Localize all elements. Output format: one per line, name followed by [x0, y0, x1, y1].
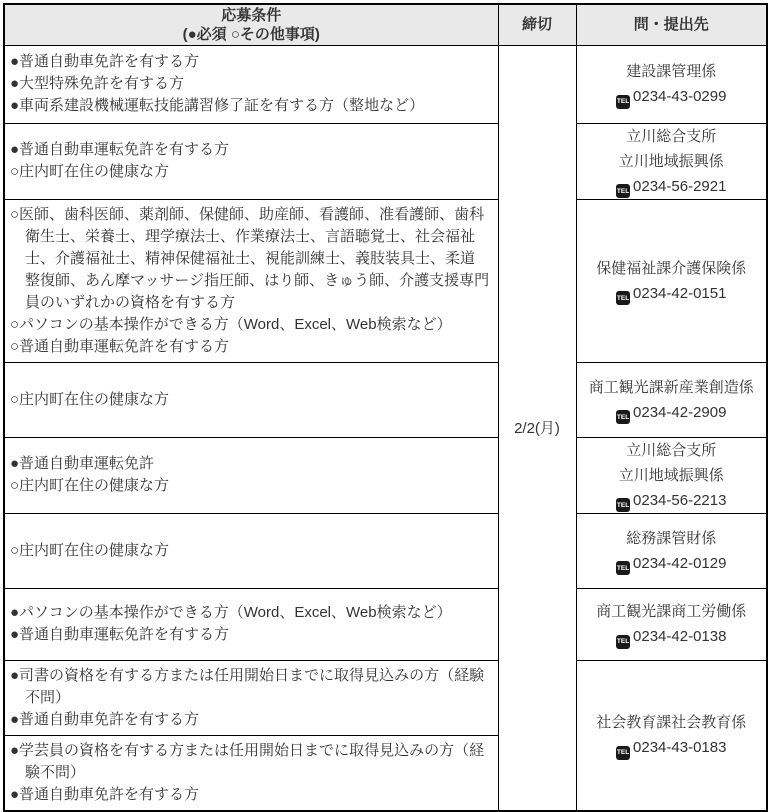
- condition-item: ○庄内町在住の健康な方: [10, 163, 170, 180]
- tel-icon: TEL: [616, 184, 630, 198]
- contact-phone: [577, 400, 767, 425]
- contact-phone: [577, 84, 767, 109]
- tel-icon: TEL: [616, 410, 630, 424]
- phone-number: 0234-43-0183: [633, 739, 727, 756]
- contact-phone: [577, 624, 767, 649]
- condition-item: ○パソコンの基本操作ができる方（Word、Excel、Web検索など）: [10, 315, 452, 333]
- contact-phone: [577, 488, 767, 513]
- table-row: [4, 123, 767, 199]
- tel-icon: TEL: [616, 561, 630, 575]
- conditions-cell: [4, 735, 498, 811]
- phone-number: 0234-42-0151: [633, 284, 727, 302]
- conditions-cell: [4, 513, 498, 588]
- conditions-cell: [4, 437, 498, 513]
- tel-icon: TEL: [616, 291, 630, 305]
- contact-cell: [576, 362, 767, 437]
- phone-number: 0234-56-2921: [633, 177, 727, 195]
- condition-item: ●普通自動車免許を有する方: [10, 53, 200, 70]
- phone-number: 0234-42-0138: [633, 628, 727, 645]
- contact-phone: [577, 281, 767, 306]
- conditions-cell: [4, 660, 498, 735]
- contact-section: 立川地域振興係: [618, 152, 724, 170]
- contact-cell: [576, 199, 767, 362]
- contact-cell: [576, 437, 767, 513]
- tel-icon: TEL: [616, 746, 630, 760]
- condition-item: ○普通自動車運転免許を有する方: [10, 337, 230, 355]
- contact-office: 建設課管理係: [626, 63, 717, 80]
- condition-item: ●普通自動車運転免許を有する方: [10, 141, 230, 158]
- header-contact: 問・提出先: [576, 4, 767, 45]
- contact-office: 商工観光課商工労働係: [596, 603, 747, 620]
- condition-item: ●普通自動車免許を有する方: [10, 785, 200, 803]
- contact-office: 商工観光課新産業創造係: [588, 378, 754, 396]
- conditions-cell: [4, 588, 498, 660]
- recruitment-conditions-table: [3, 3, 768, 812]
- table-row: [4, 437, 767, 513]
- condition-item: ●普通自動車運転免許: [10, 455, 155, 472]
- tel-icon: TEL: [616, 635, 630, 649]
- phone-number: 0234-42-0129: [633, 554, 727, 572]
- tel-icon: TEL: [616, 95, 630, 109]
- table-row: [4, 362, 767, 437]
- contact-cell: [576, 45, 767, 123]
- header-conditions-title: 応募条件: [221, 6, 282, 24]
- contact-cell: [576, 588, 767, 660]
- condition-item: ○庄内町在住の健康な方: [10, 390, 170, 408]
- contact-office: 立川総合支所: [626, 441, 717, 459]
- condition-item: ●大型特殊免許を有する方: [10, 75, 185, 92]
- phone-number: 0234-56-2213: [633, 491, 727, 509]
- table-row: [4, 660, 767, 735]
- header-conditions-subtitle: (●必須 ○その他事項): [182, 25, 320, 43]
- condition-item: ●司書の資格を有する方または任用開始日までに取得見込みの方（経験不問）: [10, 666, 485, 706]
- condition-item: ●車両系建設機械運転技能講習修了証を有する方（整地など）: [10, 97, 425, 114]
- conditions-cell: [4, 362, 498, 437]
- condition-item: ○庄内町在住の健康な方: [10, 477, 170, 494]
- contact-phone: [577, 551, 767, 576]
- contact-office: 保健福祉課介護保険係: [596, 259, 747, 277]
- contact-cell: [576, 660, 767, 811]
- conditions-cell: [4, 45, 498, 123]
- condition-item: ●学芸員の資格を有する方または任用開始日までに取得見込みの方（経験不問）: [10, 741, 485, 781]
- header-conditions: [4, 4, 498, 45]
- phone-number: 0234-42-2909: [633, 403, 727, 421]
- table-row: [4, 513, 767, 588]
- conditions-cell: [4, 123, 498, 199]
- condition-item: ●普通自動車運転免許を有する方: [10, 626, 230, 643]
- table-row: [4, 588, 767, 660]
- contact-office: 社会教育課社会教育係: [596, 714, 747, 731]
- condition-item: ●普通自動車免許を有する方: [10, 710, 200, 728]
- contact-cell: [576, 123, 767, 199]
- table-row: [4, 199, 767, 362]
- contact-phone: [577, 174, 767, 199]
- condition-item: ●パソコンの基本操作ができる方（Word、Excel、Web検索など）: [10, 604, 452, 621]
- conditions-cell: [4, 199, 498, 362]
- tel-icon: TEL: [616, 498, 630, 512]
- header-deadline: 締切: [498, 4, 576, 45]
- contact-office: 総務課管財係: [626, 529, 717, 547]
- contact-office: 立川総合支所: [626, 127, 717, 145]
- condition-item: ○庄内町在住の健康な方: [10, 541, 170, 559]
- contact-phone: [577, 735, 767, 760]
- table-row: [4, 45, 767, 123]
- contact-section: 立川地域振興係: [618, 466, 724, 484]
- deadline-cell: 2/2(月): [498, 45, 576, 811]
- condition-item: ○医師、歯科医師、薬剤師、保健師、助産師、看護師、准看護師、歯科衛生士、栄養士、理学療法士、作業療法士、言語聴覚士、社会福祉士、介護福祉士、精神保健福祉士、視能訓練士、義肢装具士、柔道整復師、あん摩マッサージ指圧師、はり師、きゅう師、介護支援専門員のいずれかの資格を有する方: [10, 205, 490, 311]
- phone-number: 0234-43-0299: [633, 88, 727, 105]
- table-header: [4, 4, 767, 45]
- contact-cell: [576, 513, 767, 588]
